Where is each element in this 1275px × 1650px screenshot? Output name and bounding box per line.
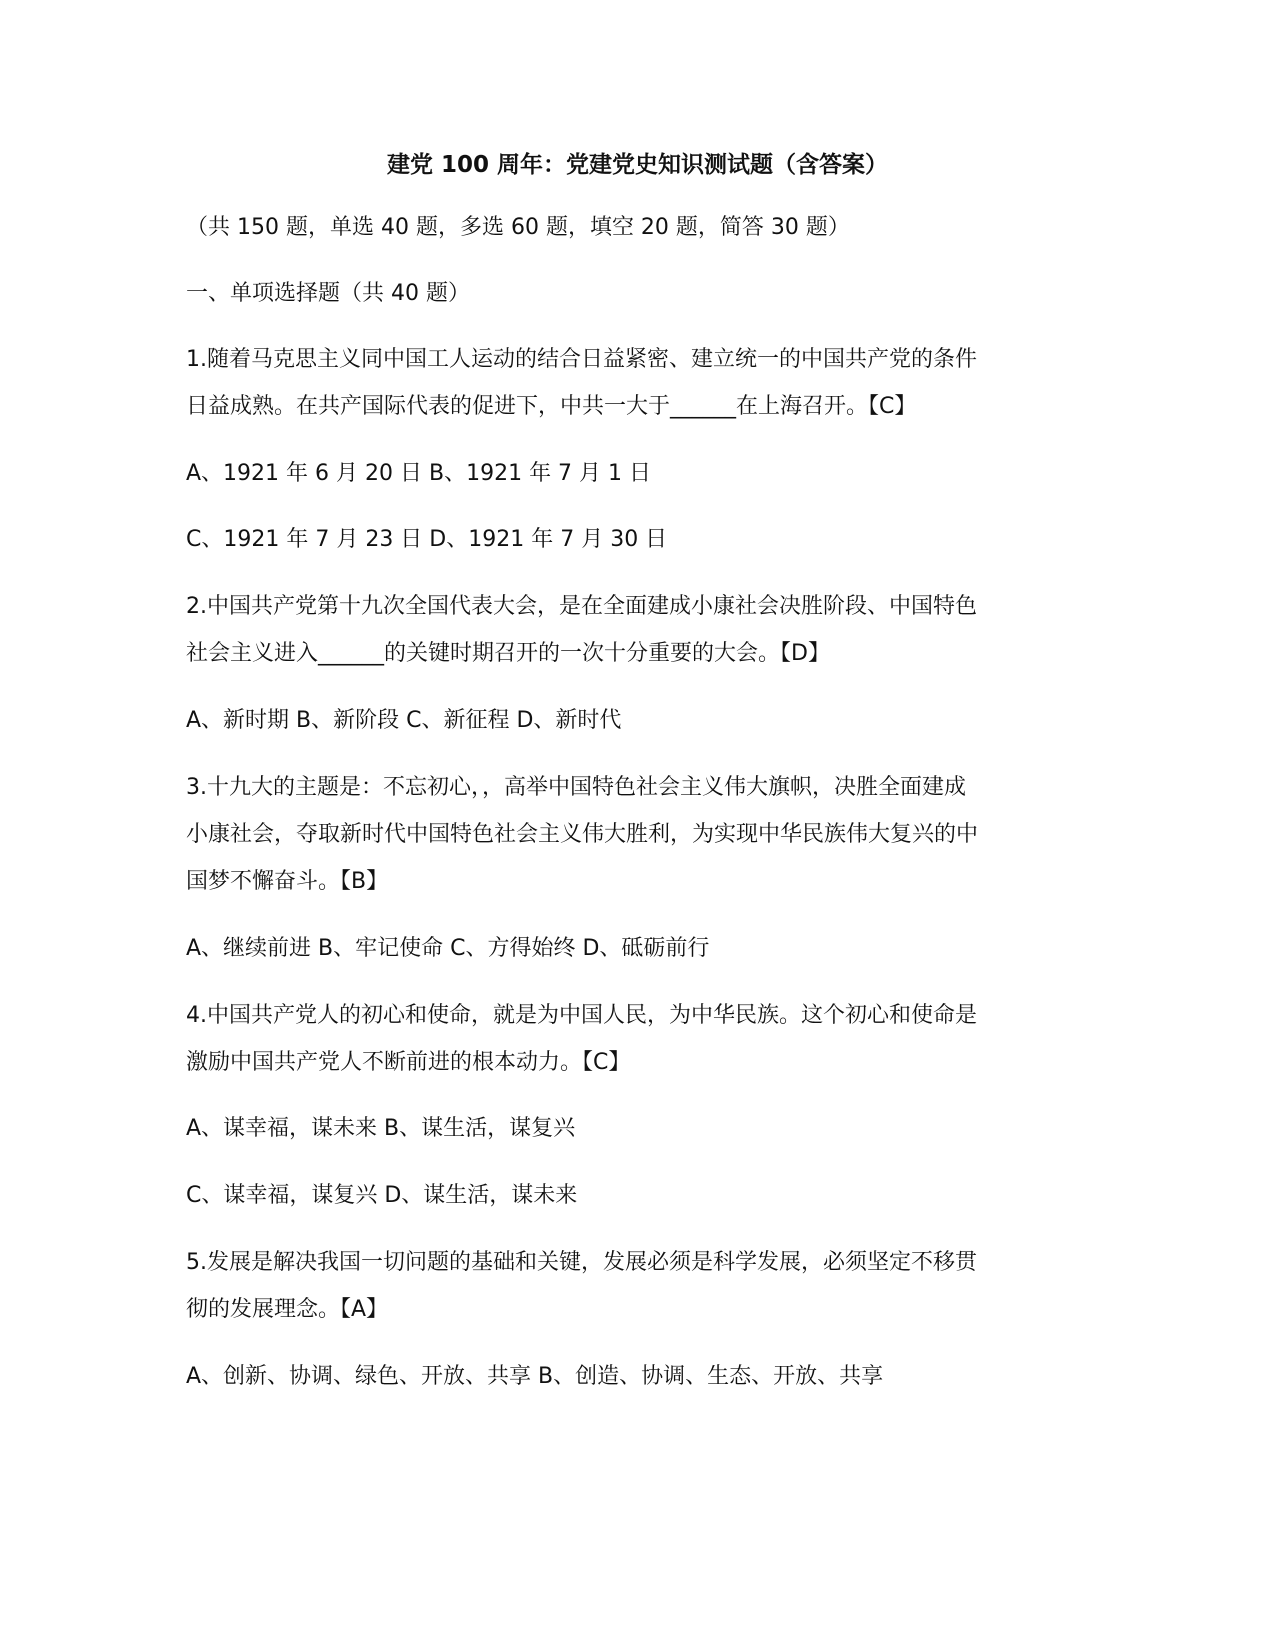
question-5-stem-line-1: 5.发展是解决我国一切问题的基础和关键，发展必须是科学发展，必须坚定不移贯 <box>186 1250 977 1275</box>
question-5-options-line-1: A、创新、协调、绿色、开放、共享 B、创造、协调、生态、开放、共享 <box>186 1364 884 1389</box>
question-2-options-line-1: A、新时期 B、新阶段 C、新征程 D、新时代 <box>186 708 622 733</box>
question-4-stem-line-2: 激励中国共产党人不断前进的根本动力。【C】 <box>186 1050 631 1075</box>
question-4-options-line-2: C、谋幸福，谋复兴 D、谋生活，谋未来 <box>186 1183 578 1208</box>
question-3-stem-line-1: 3.十九大的主题是：不忘初心，，高举中国特色社会主义伟大旗帜，决胜全面建成 <box>186 775 966 800</box>
question-1-stem-line-1: 1.随着马克思主义同中国工人运动的结合日益紧密、建立统一的中国共产党的条件 <box>186 347 977 372</box>
question-summary: （共 150 题，单选 40 题，多选 60 题，填空 20 题，简答 30 题） <box>186 215 850 240</box>
question-2-stem-line-2: 社会主义进入______的关键时期召开的一次十分重要的大会。【D】 <box>186 641 830 666</box>
section-heading: 一、单项选择题（共 40 题） <box>186 281 470 306</box>
document-title: 建党 100 周年：党建党史知识测试题（含答案） <box>386 152 889 178</box>
question-5-stem-line-2: 彻的发展理念。【A】 <box>186 1297 389 1322</box>
question-1-options-line-2: C、1921 年 7 月 23 日 D、1921 年 7 月 30 日 <box>186 527 668 552</box>
question-4-stem-line-1: 4.中国共产党人的初心和使命，就是为中国人民，为中华民族。这个初心和使命是 <box>186 1003 977 1028</box>
question-1-stem-line-2: 日益成熟。在共产国际代表的促进下，中共一大于______在上海召开。【C】 <box>186 394 917 419</box>
question-3-stem-line-3: 国梦不懈奋斗。【B】 <box>186 869 389 894</box>
question-2-stem-line-1: 2.中国共产党第十九次全国代表大会，是在全面建成小康社会决胜阶段、中国特色 <box>186 594 977 619</box>
question-3-stem-line-2: 小康社会，夺取新时代中国特色社会主义伟大胜利，为实现中华民族伟大复兴的中 <box>186 822 979 847</box>
question-3-options-line-1: A、继续前进 B、牢记使命 C、方得始终 D、砥砺前行 <box>186 936 710 961</box>
question-1-options-line-1: A、1921 年 6 月 20 日 B、1921 年 7 月 1 日 <box>186 461 652 486</box>
question-4-options-line-1: A、谋幸福，谋未来 B、谋生活，谋复兴 <box>186 1116 576 1141</box>
